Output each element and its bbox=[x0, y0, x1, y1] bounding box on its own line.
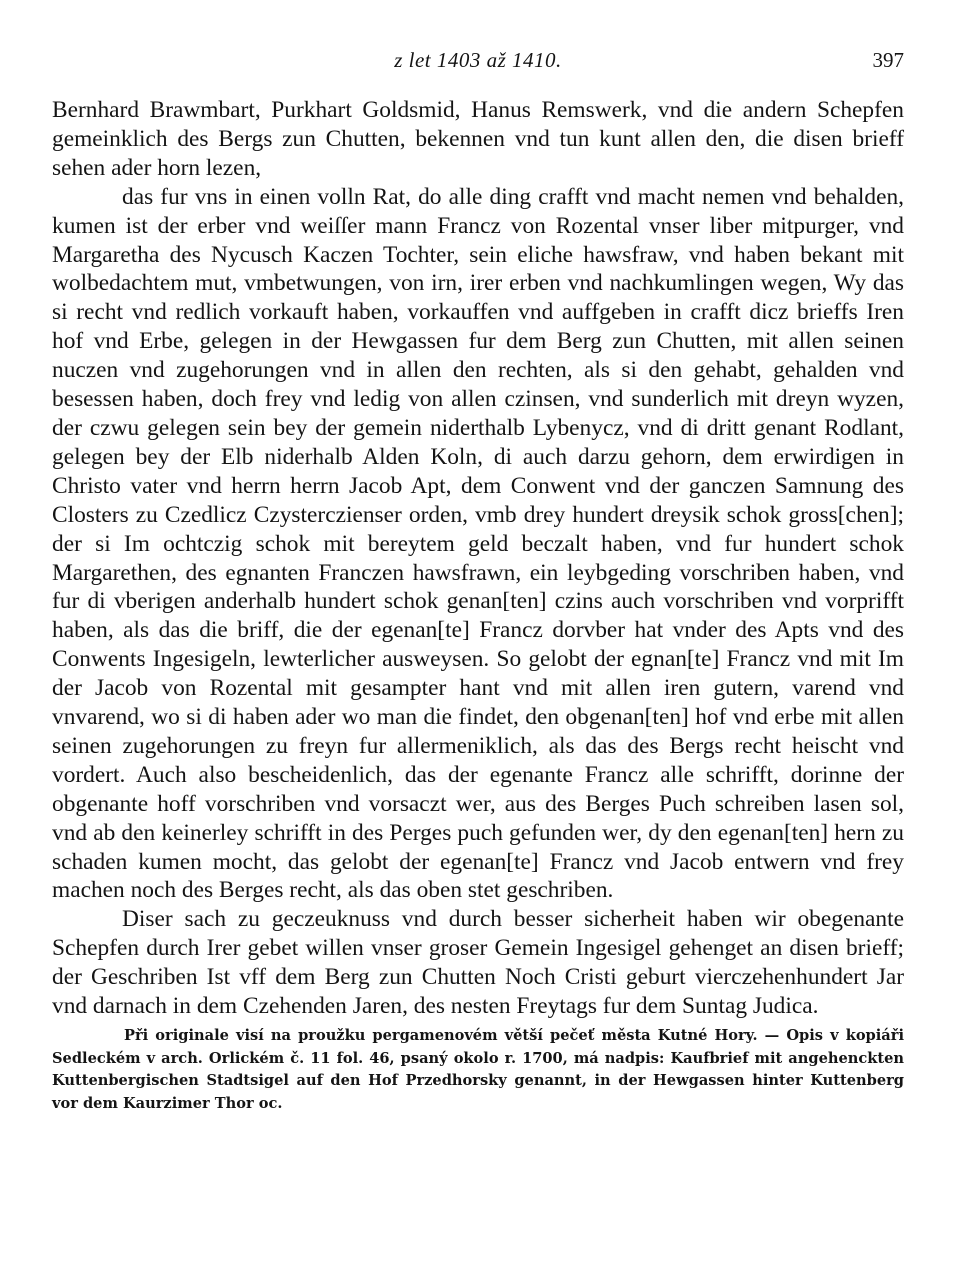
running-title: z let 1403 až 1410. bbox=[394, 48, 562, 72]
page-number: 397 bbox=[872, 48, 904, 72]
paragraph-opening: Bernhard Brawmbart, Purkhart Goldsmid, Hanus Remswerk, vnd die andern Schepfen gemeinklich des Bergs zun Chutten, bekennen vnd tun kunt allen den, die disen brieff sehen ader horn lezen, bbox=[52, 97, 904, 181]
editorial-footnote: Při originale visí na proužku pergamenovém větší pečeť města Kutné Hory. — Opis v kopiáři Sedleckém v arch. Orlickém č. 11 fol. 46, psaný okolo r. 1700, má nadpis: Kaufbrief mit angehenckten Kuttenbergischen Stadtsigel auf den Hof Przedhorsky genannt, in der Hewgassen hinter Kuttenberg vor dem Kaurzimer Thor oc. bbox=[52, 1027, 904, 1112]
document-page bbox=[52, 48, 904, 1115]
paragraph-closing: Diser sach zu geczeuknuss vnd durch besser sicherheit haben wir obegenante Schepfen durch Irer gebet willen vnser groser Gemein Ingesigel gehenget an disen brieff; der Geschriben Ist vff dem Berg zun Chutten Noch Cristi geburt vierczehenhundert Jar vnd darnach in dem Czehenden Jaren, des nesten Freytags fur dem Suntag Judica. bbox=[52, 906, 904, 1020]
running-header bbox=[52, 48, 904, 84]
paragraph-main: das fur vns in einen volln Rat, do alle ding crafft vnd macht nemen vnd behalden, kumen ist der erber vnd weiſſer mann Francz von Rozental vnser liber mitpurger, vnd Margaretha des Nycusch Kaczen Tochter, sein eliche hawsfraw, vnd haben bekant mit wolbedachtem mut, vmbetwungen, von irn, irer erben vnd nachkumlingen wegen, Wy das si recht vnd redlich vorkauft haben, vorkauffen vnd auffgeben in crafft dicz brieffs Iren hof vnd Erbe, gelegen in der Hewgassen fur dem Berg zun Chutten, mit allen seinen nuczen vnd zugehorungen vnd in allen den rechten, als si den gehabt, gehalden vnd besessen haben, doch frey vnd ledig von allen czinsen, vnd sunderlich mit dreyn wyzen, der czwu gelegen sein bey der gemein niderthalb Lybenycz, vnd di dritt genant Rodlant, gelegen bey der Elb niderhalb Alden Koln, di auch darzu gehorn, dem erwirdigen in Christo vater vnd herrn herrn Jacob Apt, dem Conwent vnd der ganczen Samnung des Closters zu Czedlicz Czysterczienser orden, vmb drey hundert dreysik schok gross[chen]; der si Im ochtczig schok mit bereytem geld beczalt haben, vnd fur hundert schok Margarethen, des egnanten Franczen hawsfrawn, ein leybgeding vorschriben haben, vnd fur di vberigen anderhalb hundert schok genan[ten] czins auch vorschriben vnd vorprifft haben, als das die briff, die der egenan[te] Francz dorvber hat vnder des Apts vnd des Conwents Ingesigeln, lewterlicher ausweysen. So gelobt der egnan[te] Francz vnd mit Im der Jacob von Rozental mit gesampter hant vnd mit allen iren gutern, varend vnd vnvarend, wo si di haben ader wo man die findet, den obgenan[ten] hof vnd erbe mit allen seinen zugehorungen zu freyn fur allermeniklich, als das des Bergs recht heischt vnd vordert. Auch also bescheidenlich, das der egenante Francz alle schrifft, dorinne der obgenante hoff vorschriben vnd vorsaczt wer, aus des Berges Puch schreiben lasen sol, vnd ab den keinerley schrifft in des Perges puch gefunden wer, dy den egenan[ten] hern zu schaden kumen mocht, das gelobt der egenan[te] Francz vnd Jacob entwern vnd frey machen noch des Berges recht, als das oben stet geschriben. bbox=[52, 183, 904, 904]
document-body bbox=[52, 96, 904, 1021]
